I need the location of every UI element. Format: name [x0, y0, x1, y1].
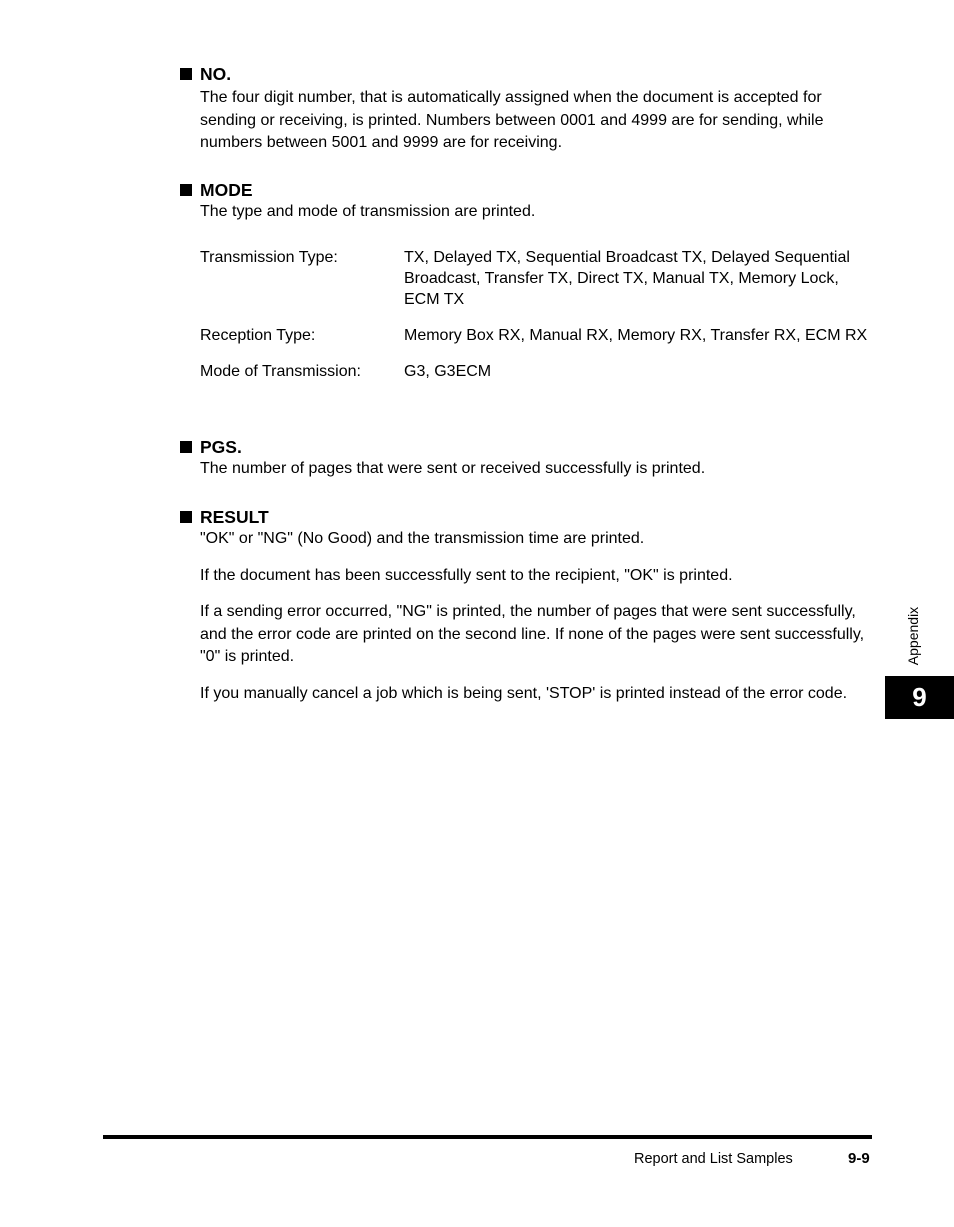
definition-description: Memory Box RX, Manual RX, Memory RX, Transfer RX, ECM RX — [404, 327, 868, 344]
section-title: PGS. — [200, 437, 242, 457]
definition-row — [200, 361, 880, 382]
definition-term: Transmission Type: — [200, 249, 338, 266]
result-paragraph: If the document has been successfully sent to the recipient, "OK" is printed. — [200, 566, 733, 584]
result-paragraph: If a sending error occurred, "NG" is printed, the number of pages that were sent successfully, and the error code are printed on the second line. If none of the pages were sent successfully, "0" is printed. — [200, 603, 865, 665]
section-title: MODE — [200, 180, 253, 200]
section-text: The type and mode of transmission are printed. — [200, 203, 536, 220]
section-heading — [180, 64, 880, 84]
chapter-side-label — [900, 600, 926, 672]
result-paragraph: If you manually cancel a job which is being sent, 'STOP' is printed instead of the error code. — [200, 684, 848, 702]
section-mode — [180, 180, 880, 224]
footer-title: Report and List Samples — [634, 1151, 793, 1167]
section-heading — [180, 507, 880, 527]
section-title: RESULT — [200, 507, 269, 527]
section-text: The four digit number, that is automatically assigned when the document is accepted for sending or receiving, is printed. Numbers between 0001 and 4999 are for sending, while numbers between 5001 and 9999 are for receiving. — [200, 89, 824, 151]
section-heading — [180, 437, 880, 457]
mode-definition-table — [200, 247, 880, 382]
section-title: NO. — [200, 64, 232, 84]
square-bullet-icon — [180, 511, 192, 523]
definition-term: Reception Type: — [200, 327, 316, 344]
definition-description: TX, Delayed TX, Sequential Broadcast TX, Delayed Sequential Broadcast, Transfer TX, Direct TX, Manual TX, Memory Lock, ECM TX — [404, 249, 850, 308]
square-bullet-icon — [180, 184, 192, 196]
definition-row — [200, 247, 880, 310]
section-heading — [180, 180, 880, 200]
chapter-number-tab: 9 — [885, 676, 954, 719]
definition-row — [200, 325, 880, 346]
footer-rule — [103, 1135, 872, 1139]
section-result — [180, 507, 880, 705]
section-no — [180, 64, 880, 155]
result-paragraph: "OK" or "NG" (No Good) and the transmission time are printed. — [200, 530, 645, 547]
chapter-name: Appendix — [905, 606, 922, 666]
section-pgs — [180, 437, 880, 481]
page-number: 9-9 — [848, 1150, 870, 1167]
square-bullet-icon — [180, 441, 192, 453]
square-bullet-icon — [180, 68, 192, 80]
definition-term: Mode of Transmission: — [200, 363, 361, 380]
definition-description: G3, G3ECM — [404, 363, 492, 380]
section-text: The number of pages that were sent or received successfully is printed. — [200, 460, 706, 477]
